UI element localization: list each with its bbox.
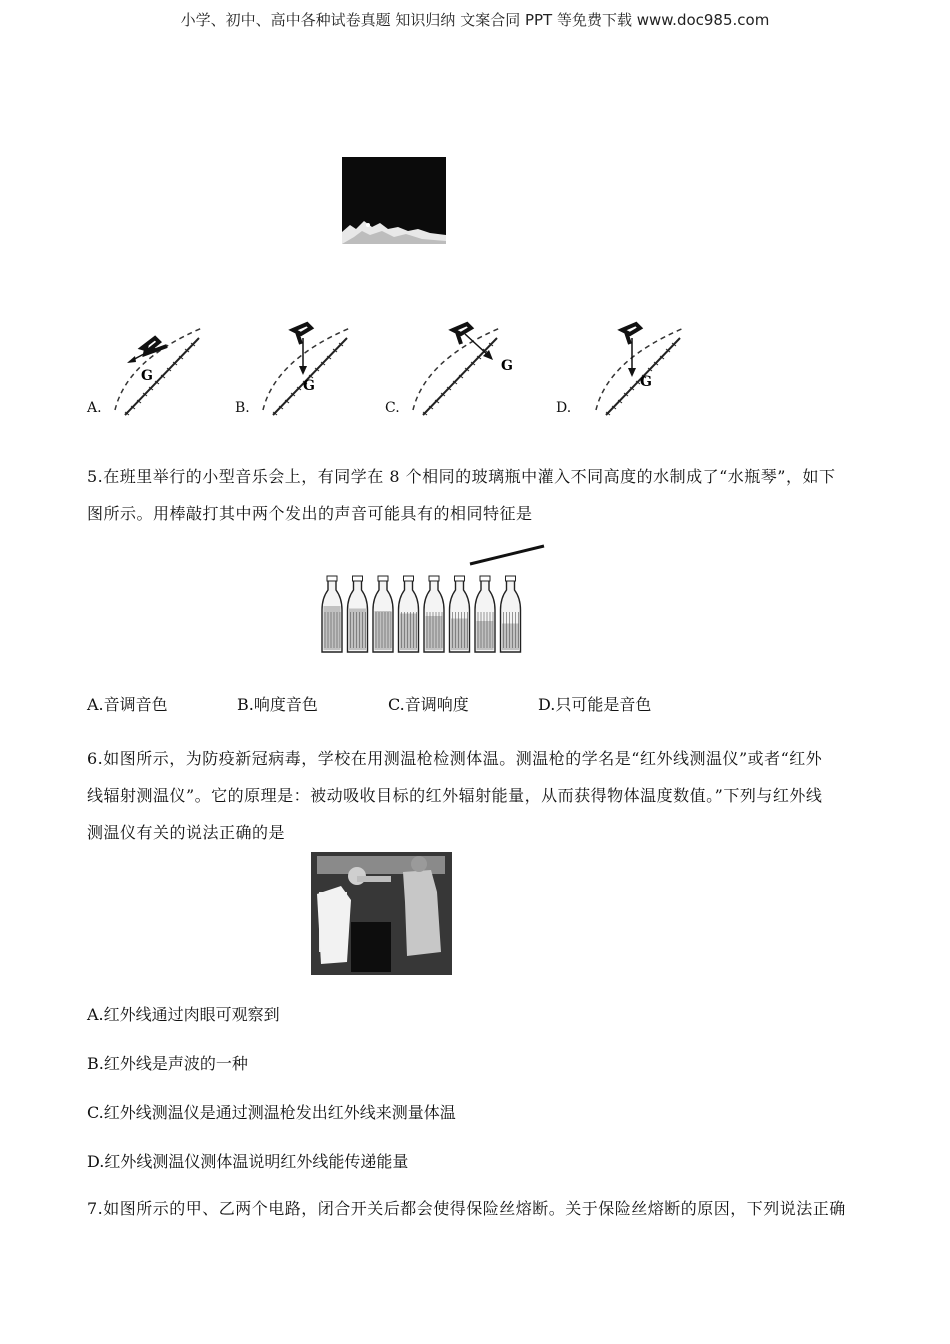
- site-header: 小学、初中、高中各种试卷真题 知识归纳 文案合同 PPT 等免费下载 www.doc985.com: [180, 11, 770, 29]
- option-c-label: C.: [385, 400, 400, 416]
- q5-option-d: D.只可能是音色: [538, 695, 652, 714]
- force-label-g: G: [640, 374, 652, 390]
- option-a-label: A.: [87, 400, 102, 416]
- question-6-line-3: 测温仪有关的说法正确的是: [87, 823, 286, 842]
- option-a-figure: [87, 320, 217, 420]
- q4-figure-options: [0, 320, 950, 420]
- water-bottle-xylophone-figure: [312, 540, 552, 660]
- force-label-g: G: [303, 378, 315, 394]
- option-c-figure: [385, 320, 515, 420]
- q6-option-c: C.红外线测温仪是通过测温枪发出红外线来测量体温: [87, 1103, 456, 1122]
- bottle: [450, 576, 470, 652]
- option-d-figure: [556, 320, 686, 420]
- option-b-label: B.: [235, 400, 250, 416]
- bottle: [373, 576, 393, 652]
- question-5-line-1: 5.在班里举行的小型音乐会上，有同学在 8 个相同的玻璃瓶中灌入不同高度的水制成了“水瓶琴”，如下: [87, 467, 836, 486]
- bottle: [501, 576, 521, 652]
- question-7: [87, 1190, 862, 1227]
- bottle: [322, 576, 342, 652]
- bottle: [475, 576, 495, 652]
- q6-option-b: B.红外线是声波的一种: [87, 1054, 248, 1073]
- force-label-g: G: [501, 358, 513, 374]
- question-6-line-1: 6.如图所示，为防疫新冠病毒，学校在用测温枪检测体温。测温枪的学名是“红外线测温仪”或者“红外: [87, 749, 823, 768]
- bottle: [348, 576, 368, 652]
- force-label-g: G: [141, 368, 153, 384]
- question-5: [87, 458, 862, 532]
- q5-option-c: C.音调响度: [388, 695, 469, 714]
- question-6: [87, 740, 862, 851]
- question-5-line-2: 图所示。用棒敲打其中两个发出的声音可能具有的相同特征是: [87, 504, 533, 523]
- q6-option-a: A.红外线通过肉眼可观察到: [87, 1005, 280, 1024]
- option-d-label: D.: [556, 400, 572, 416]
- question-7-line-1: 7.如图所示的甲、乙两个电路，闭合开关后都会使得保险丝熔断。关于保险丝熔断的原因，下列说法正确: [87, 1199, 846, 1218]
- bottle: [399, 576, 419, 652]
- temperature-check-photo: [311, 852, 452, 975]
- question-6-line-2: 线辐射测温仪”。它的原理是：被动吸收目标的红外辐射能量，从而获得物体温度数值。”下列与红外线: [87, 786, 823, 805]
- bottle: [424, 576, 444, 652]
- skier-diagram-d: [556, 320, 696, 420]
- q6-option-d: D.红外线测温仪测体温说明红外线能传递能量: [87, 1152, 409, 1171]
- option-b-figure: [235, 320, 365, 420]
- skier-diagram-a: [87, 320, 217, 420]
- skier-diagram-b: [235, 320, 365, 420]
- q5-option-a: A.音调音色: [87, 695, 168, 714]
- ski-jump-photo: [342, 157, 446, 244]
- skier-diagram-c: [385, 320, 525, 420]
- q5-option-b: B.响度音色: [237, 695, 318, 714]
